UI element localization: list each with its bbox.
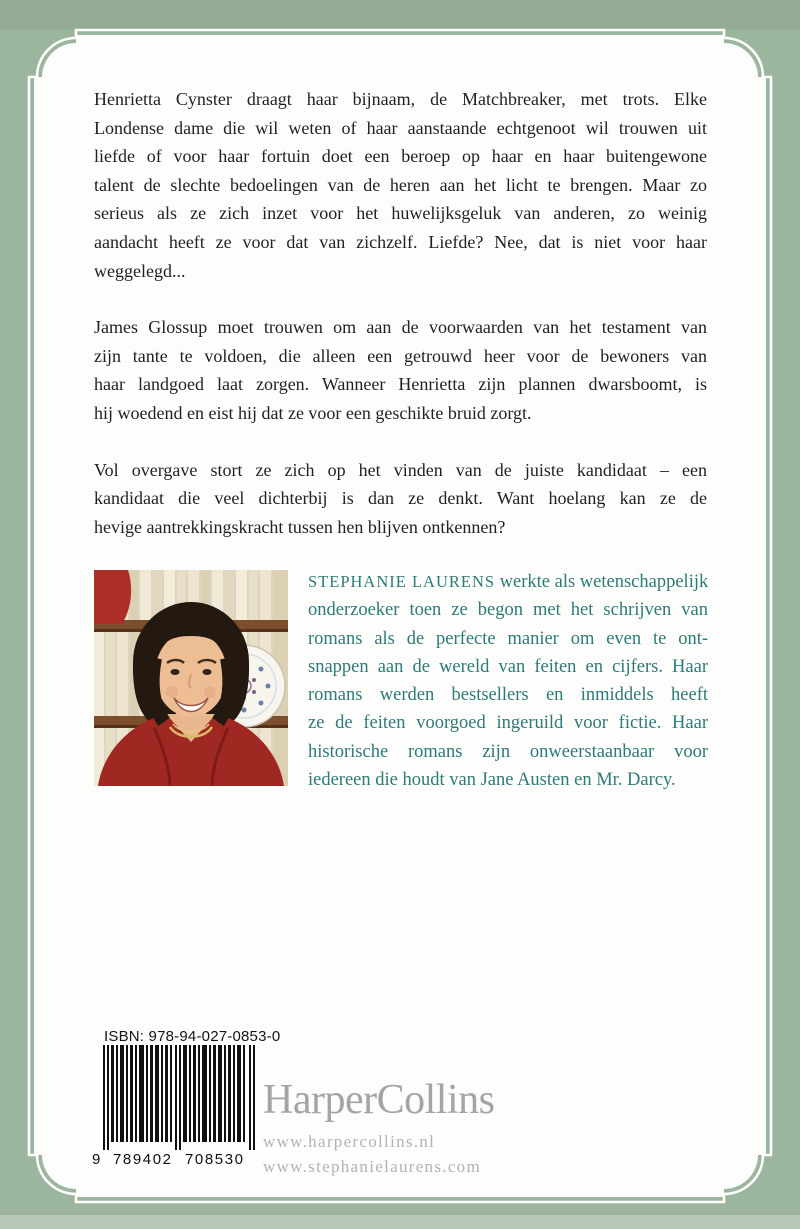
- text-line: Henrietta Cynster draagt haar bijnaam, de Matchbreaker, met trots. Elke: [94, 89, 707, 109]
- text-line: James Glossup moet trouwen om aan de voorwaarden van het testament van: [94, 317, 707, 338]
- text-line: iedereen die houdt van Jane Austen en Mr. Darcy.: [308, 770, 676, 791]
- text-line: romans werden bestsellers en inmiddels heeft: [308, 685, 708, 706]
- text-line: onderzoeker toen ze begon met het schrijven van: [308, 600, 708, 621]
- publisher-logo: HarperCollins: [263, 1077, 495, 1123]
- text-line: Vol overgave stort ze zich op het vinden van de juiste kandidaat – een: [94, 459, 707, 480]
- text-line: historische romans zijn onweerstaanbaar voor: [308, 741, 708, 762]
- text-line: hevige aantrekkingskracht tussen hen blijven ontkennen?: [94, 516, 506, 537]
- bio-section: [308, 568, 708, 794]
- publisher-block: [263, 1078, 494, 1179]
- text-line: zijn tante te voldoen, die alleen een getrouwd heer voor de bewoners van: [94, 345, 707, 366]
- publisher-url-1: www.harpercollins.nl: [263, 1132, 436, 1151]
- red-figurine: [94, 570, 131, 624]
- blurb-section: [94, 85, 707, 569]
- bio-first-line: [308, 568, 708, 596]
- barcode-digit-lead: 9: [92, 1151, 101, 1168]
- barcode: [91, 1045, 255, 1168]
- text-line: snappen aan de wereld van feiten en cijfers. Haar: [308, 656, 708, 677]
- barcode-digit-group-1: 789402: [113, 1151, 171, 1168]
- text-line: serieus als ze zich inzet voor het huwelijksgeluk van anderen, zo weinig: [94, 203, 707, 224]
- text-line: ze de feiten voorgoed ingeruild voor fictie. Haar: [308, 713, 708, 734]
- text-line: romans als de perfecte manier om even te ont-: [308, 628, 708, 649]
- blurb-paragraph-2: [94, 313, 707, 427]
- text-line: talent de slechte bedoelingen van de heren aan het licht te brengen. Maar zo: [94, 174, 707, 195]
- author-photo: [94, 570, 288, 786]
- text-line: haar landgoed laat zorgen. Wanneer Henrietta zijn plannen dwarsboomt, is: [94, 374, 707, 395]
- text-line: aandacht heeft ze voor dat van zichzelf. Liefde? Nee, dat is niet voor haar: [94, 231, 707, 252]
- publisher-urls: [263, 1129, 494, 1179]
- author-name: STEPHANIE LAURENS: [308, 572, 496, 591]
- author-eyes: [171, 669, 180, 675]
- text-line: hij woedend en eist hij dat ze voor een geschikte bruid zorgt.: [94, 402, 532, 423]
- bio-lines: [308, 596, 708, 794]
- barcode-digit-group-2: 708530: [185, 1151, 243, 1168]
- publisher-url-2: www.stephanielaurens.com: [263, 1157, 481, 1176]
- blurb-paragraph-3: [94, 456, 707, 542]
- bio-first-line-rest: werkte als wetenschappelijk: [499, 572, 709, 592]
- text-line: Londense dame die wil weten of haar aanstaande echtgenoot wil trouwen uit: [94, 117, 707, 138]
- blurb-paragraph-1: [94, 85, 707, 285]
- isbn-label: ISBN: 978-94-027-0853-0: [104, 1028, 281, 1045]
- text-line: liefde of voor haar fortuin doet een beroep op haar en haar buitengewone: [94, 146, 707, 167]
- text-line: kandidaat die veel dichterbij is dan ze denkt. Want hoelang kan ze de: [94, 488, 707, 509]
- text-line: weggelegd...: [94, 260, 186, 281]
